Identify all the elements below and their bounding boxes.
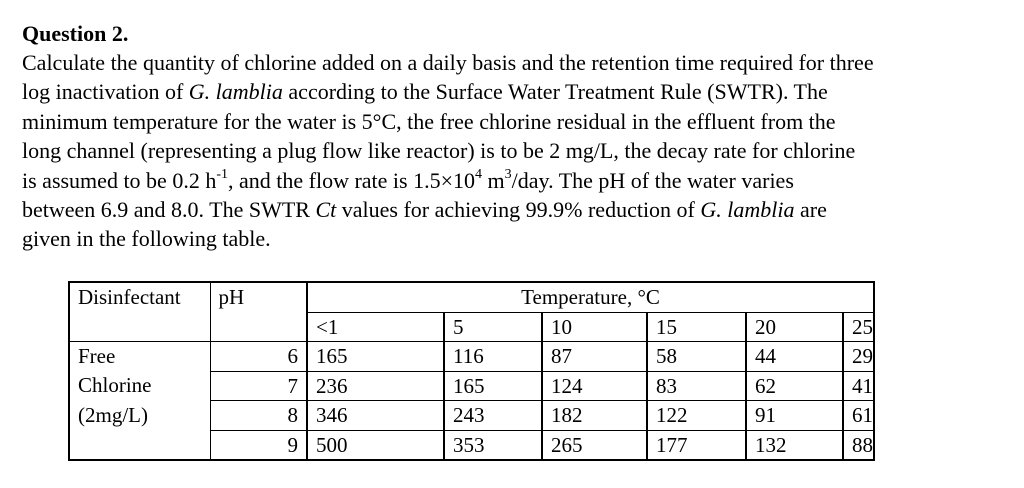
ct-cell: 165 xyxy=(307,342,444,372)
question-line-5 xyxy=(22,166,1012,195)
decay-exponent: -1 xyxy=(216,167,228,183)
question-line-1: Calculate the quantity of chlorine added on a daily basis and the retention time required for three xyxy=(22,50,874,75)
question-line-5-mid: , and the flow rate is 1.5×10 xyxy=(228,167,476,193)
ct-cell: 346 xyxy=(307,401,444,431)
ph-cell: 9 xyxy=(210,430,307,460)
ct-cell: 243 xyxy=(444,401,542,431)
ct-symbol: Ct xyxy=(315,197,337,223)
ct-cell: 500 xyxy=(307,430,444,460)
disinfectant-line xyxy=(69,430,210,460)
ct-cell: 41 xyxy=(843,371,874,401)
ct-values-table xyxy=(68,281,875,461)
ct-cell: 87 xyxy=(542,342,647,372)
ct-cell: 165 xyxy=(444,371,542,401)
flow-exponent: 4 xyxy=(475,167,483,183)
disinfectant-line: Free xyxy=(69,342,210,372)
ph-cell: 6 xyxy=(210,342,307,372)
table-row xyxy=(69,401,874,431)
question-text xyxy=(22,48,1012,254)
ct-cell: 122 xyxy=(647,401,746,431)
ct-cell: 177 xyxy=(647,430,746,460)
ph-cell: 7 xyxy=(210,371,307,401)
temp-cell: 20 xyxy=(746,312,843,342)
ct-cell: 29 xyxy=(843,342,874,372)
question-title: Question 2. xyxy=(22,21,129,46)
organism-name-2: G. lamblia xyxy=(700,197,795,223)
question-line-6 xyxy=(22,195,1012,224)
question-line-2-start: log inactivation of xyxy=(22,79,189,105)
header-disinfectant: Disinfectant xyxy=(69,282,210,342)
question-line-7: given in the following table. xyxy=(22,226,271,252)
ct-cell: 236 xyxy=(307,371,444,401)
table-row xyxy=(69,371,874,401)
disinfectant-line: Chlorine xyxy=(69,371,210,401)
question-page xyxy=(22,20,1012,254)
organism-name: G. lamblia xyxy=(188,79,283,105)
table-header-row xyxy=(69,282,874,312)
ct-cell: 132 xyxy=(746,430,843,460)
ct-cell: 91 xyxy=(746,401,843,431)
question-line-6-mid: values for achieving 99.9% reduction of xyxy=(336,197,701,223)
ct-cell: 116 xyxy=(444,342,542,372)
question-line-6-start: between 6.9 and 8.0. The SWTR xyxy=(22,197,316,223)
question-line-2 xyxy=(22,77,1012,106)
ct-cell: 61 xyxy=(843,401,874,431)
question-line-3: minimum temperature for the water is 5°C, the free chlorine residual in the effluent from the xyxy=(22,108,836,134)
table-row xyxy=(69,342,874,372)
question-line-2-end: according to the Surface Water Treatment Rule (SWTR). The xyxy=(282,79,828,105)
header-temperature: Temperature, °C xyxy=(307,282,874,312)
temp-cell: 5 xyxy=(444,312,542,342)
ct-cell: 265 xyxy=(542,430,647,460)
question-line-5-end: /day. The pH of the water varies xyxy=(511,167,794,193)
temp-cell: 25 xyxy=(843,312,874,342)
header-ph: pH xyxy=(210,282,307,342)
ct-cell: 182 xyxy=(542,401,647,431)
question-line-6-end: are xyxy=(794,197,827,223)
ct-cell: 124 xyxy=(542,371,647,401)
question-line-5-mid2: m xyxy=(482,167,505,193)
question-line-4: long channel (representing a plug flow like reactor) is to be 2 mg/L, the decay rate for chlorine xyxy=(22,138,856,164)
ct-cell: 62 xyxy=(746,371,843,401)
ph-cell: 8 xyxy=(210,401,307,431)
ct-cell: 88 xyxy=(843,430,874,460)
table-row xyxy=(69,430,874,460)
volume-exponent: 3 xyxy=(504,167,512,183)
ct-cell: 58 xyxy=(647,342,746,372)
ct-cell: 44 xyxy=(746,342,843,372)
temp-cell: <1 xyxy=(307,312,444,342)
ct-cell: 83 xyxy=(647,371,746,401)
ct-cell: 353 xyxy=(444,430,542,460)
question-line-5-start: is assumed to be 0.2 h xyxy=(22,167,217,193)
temp-cell: 15 xyxy=(647,312,746,342)
temp-cell: 10 xyxy=(542,312,647,342)
disinfectant-line: (2mg/L) xyxy=(69,401,210,431)
